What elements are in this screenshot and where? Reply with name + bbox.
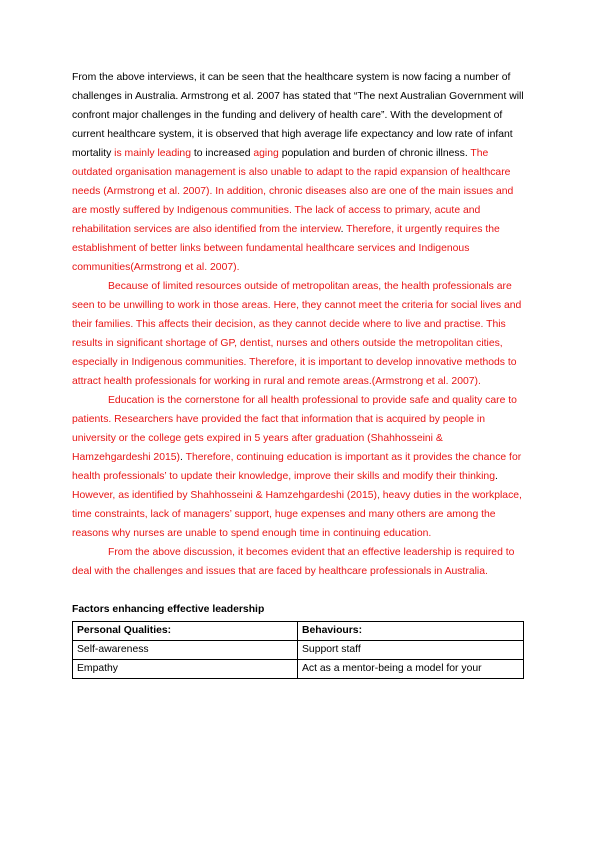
paragraph-education [72, 391, 524, 543]
paragraph-limited-resources: Because of limited resources outside of metropolitan areas, the health professionals are seen to be unwilling to work in those areas. Here, they cannot meet the criteria for social lives and their families. This affects their decision, as they cannot decide where to live and practise. This results in significant shortage of GP, dentist, nurses and others outside the metropolitan cities, especially in Indigenous communities. Therefore, it is important to develop innovative methods to attract health professionals for working in rural and remote areas.(Armstrong et al. 2007). [72, 281, 522, 387]
text-run: to increased [190, 148, 254, 159]
table-cell: Act as a mentor-being a model for your [298, 660, 524, 679]
text-run: population and burden of chronic illness. [278, 148, 471, 159]
text-run: From the above interviews, it can be seen that the healthcare system is now facing a number of challenges in Australia. Armstrong et al. 2007 has stated that “The next Australian Government will confront major challenges in the funding and delivery of health care”. With the development of current healthcare system, it is observed that high average life expectancy and low rate of infant mortality [72, 72, 524, 159]
highlighted-text: is mainly leading [114, 148, 191, 159]
highlighted-text: Therefore, continuing education is important as it provides the chance for health professionals’ to update their knowledge, improve their skills and modify their thinking [72, 452, 522, 482]
document-page [72, 68, 524, 679]
table-heading: Factors enhancing effective leadership [72, 604, 265, 615]
table-header-row [73, 622, 524, 641]
leadership-factors-table [72, 621, 524, 679]
text-run: . [340, 224, 347, 235]
highlighted-text: aging [253, 148, 279, 159]
paragraph-healthcare-challenges [72, 68, 524, 277]
table-cell: Empathy [73, 660, 298, 679]
highlighted-text: Therefore, it urgently requires the establishment of better links between fundamental healthcare services and Indigenous communities(Armstrong et al. 2007). [72, 224, 500, 273]
table-row [73, 660, 524, 679]
table-row [73, 641, 524, 660]
header-behaviours: Behaviours: [298, 622, 524, 641]
highlighted-text: Education is the cornerstone for all health professional to provide safe and quality care to patients. Researchers have provided the fact that information that is acquired by people in university or the college gets expired in 5 years after graduation (Shahhosseini & Hamzehgardeshi 2015) [72, 395, 517, 463]
header-personal-qualities: Personal Qualities: [73, 622, 298, 641]
text-run: . [180, 452, 186, 463]
paragraph-conclusion: From the above discussion, it becomes evident that an effective leadership is required to deal with the challenges and issues that are faced by healthcare professionals in Australia. [72, 547, 515, 577]
text-run: . [494, 471, 498, 482]
highlighted-text: However, as identified by Shahhosseini & Hamzehgardeshi (2015), heavy duties in the workplace, time constraints, lack of managers’ support, huge expenses and many others are among the reasons why nurses are unable to spend enough time in continuing education. [72, 490, 522, 539]
highlighted-text: The outdated organisation management is also unable to adapt to the rapid expansion of healthcare needs (Armstrong et al. 2007). In addition, chronic diseases also are one of the main issues and are mostly suffered by Indigenous communities. The lack of access to primary, acute and rehabilitation services are also identified from the interview [72, 148, 514, 235]
table-cell: Support staff [298, 641, 524, 660]
table-cell: Self-awareness [73, 641, 298, 660]
